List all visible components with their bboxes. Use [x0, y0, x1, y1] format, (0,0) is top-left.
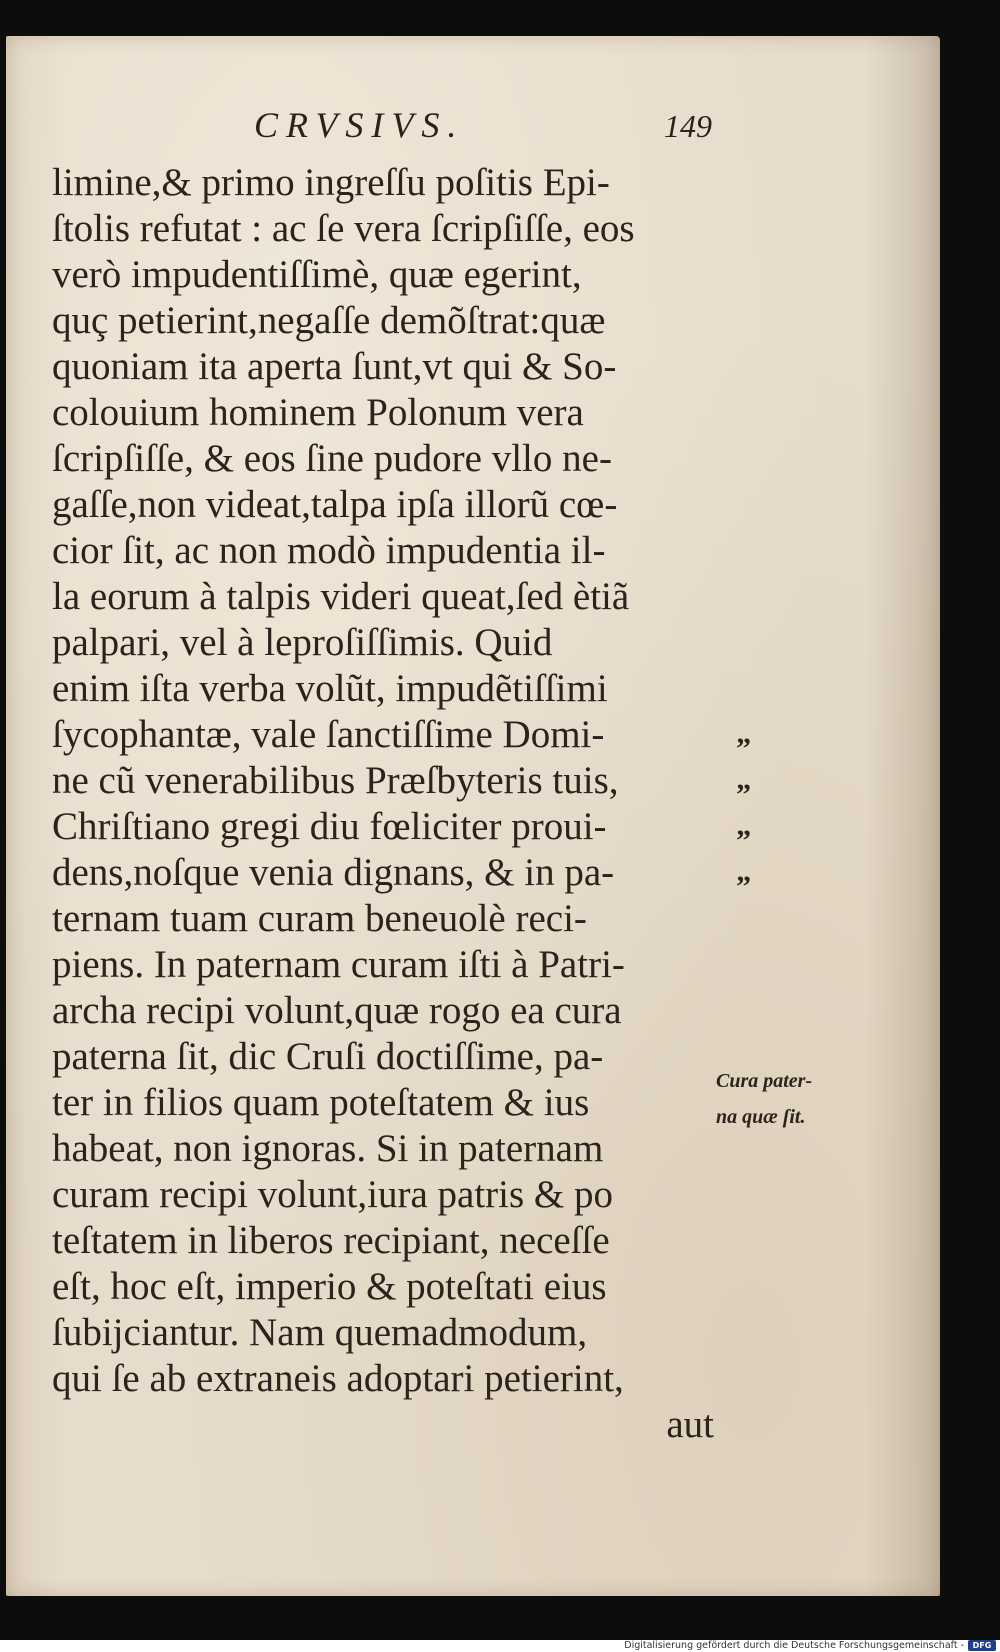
text-line: curam recipi volunt,iura patris & po — [52, 1173, 614, 1216]
text-line: dens,noſque venia dignans, & in pa- — [52, 851, 615, 894]
footer-credit-bar — [0, 1640, 1000, 1652]
text-line: cior ſit, ac non modò impudentia il- — [52, 529, 606, 572]
text-line: gaſſe,non videat,talpa ipſa illorũ cœ- — [52, 483, 618, 526]
text-line: limine,& primo ingreſſu poſitis Epi- — [52, 161, 610, 204]
text-line: quoniam ita aperta ſunt,vt qui & So- — [52, 345, 617, 388]
marginal-note-line: na quæ ſit. — [716, 1106, 806, 1128]
text-line: palpari, vel à leproſiſſimis. Quid — [52, 621, 553, 664]
text-line: ſubijciantur. Nam quemadmodum, — [52, 1311, 588, 1354]
text-line: colouium hominem Polonum vera — [52, 391, 584, 434]
page-number: 149 — [664, 108, 712, 144]
text-line: ſycophantæ, vale ſanctiſſime Domi- — [52, 713, 605, 756]
text-line: enim iſta verba volũt, impudẽtiſſimi — [52, 667, 608, 710]
text-line: qui ſe ab extraneis adoptari petierint, — [52, 1357, 624, 1400]
running-title: CRVSIVS. — [254, 105, 465, 145]
marginal-note-line: Cura pater- — [716, 1070, 813, 1092]
text-line: ter in filios quam poteſtatem & ius — [52, 1081, 590, 1124]
quotation-mark: ” — [736, 824, 751, 857]
text-line: ſcripſiſſe, & eos ſine pudore vllo ne- — [52, 437, 612, 480]
text-line: habeat, non ignoras. Si in paternam — [52, 1127, 604, 1170]
text-line: verò impudentiſſimè, quæ egerint, — [52, 253, 582, 296]
text-line: Chriſtiano gregi diu fœliciter proui- — [52, 805, 607, 848]
quotation-mark: ” — [736, 870, 751, 903]
funding-credit: Digitalisierung gefördert durch die Deutsche Forschungsgemeinschaft - — [624, 1640, 964, 1651]
text-line: piens. In paternam curam iſti à Patri- — [52, 943, 625, 986]
text-line: eſt, hoc eſt, imperio & poteſtati eius — [52, 1265, 607, 1308]
text-line: archa recipi volunt,quæ rogo ea cura — [52, 989, 622, 1032]
catchword: aut — [666, 1403, 714, 1446]
text-line: teſtatem in liberos recipiant, neceſſe — [52, 1219, 610, 1262]
text-line: ternam tuam curam beneuolè reci- — [52, 897, 587, 940]
body-text — [52, 160, 728, 1448]
text-line: paterna ſit, dic Cruſi doctiſſime, pa- — [52, 1035, 604, 1078]
dfg-logo: DFG — [968, 1640, 996, 1651]
quotation-mark: ” — [736, 778, 751, 811]
quotation-mark: ” — [736, 732, 751, 765]
text-line: la eorum à talpis videri queat,ſed ètiã — [52, 575, 630, 618]
text-line: ſtolis refutat : ac ſe vera ſcripſiſſe, eos — [52, 207, 635, 250]
text-line: quç petierint,negaſſe demõſtrat:quæ — [52, 299, 606, 342]
text-line: ne cũ venerabilibus Præſbyteris tuis, — [52, 759, 619, 802]
